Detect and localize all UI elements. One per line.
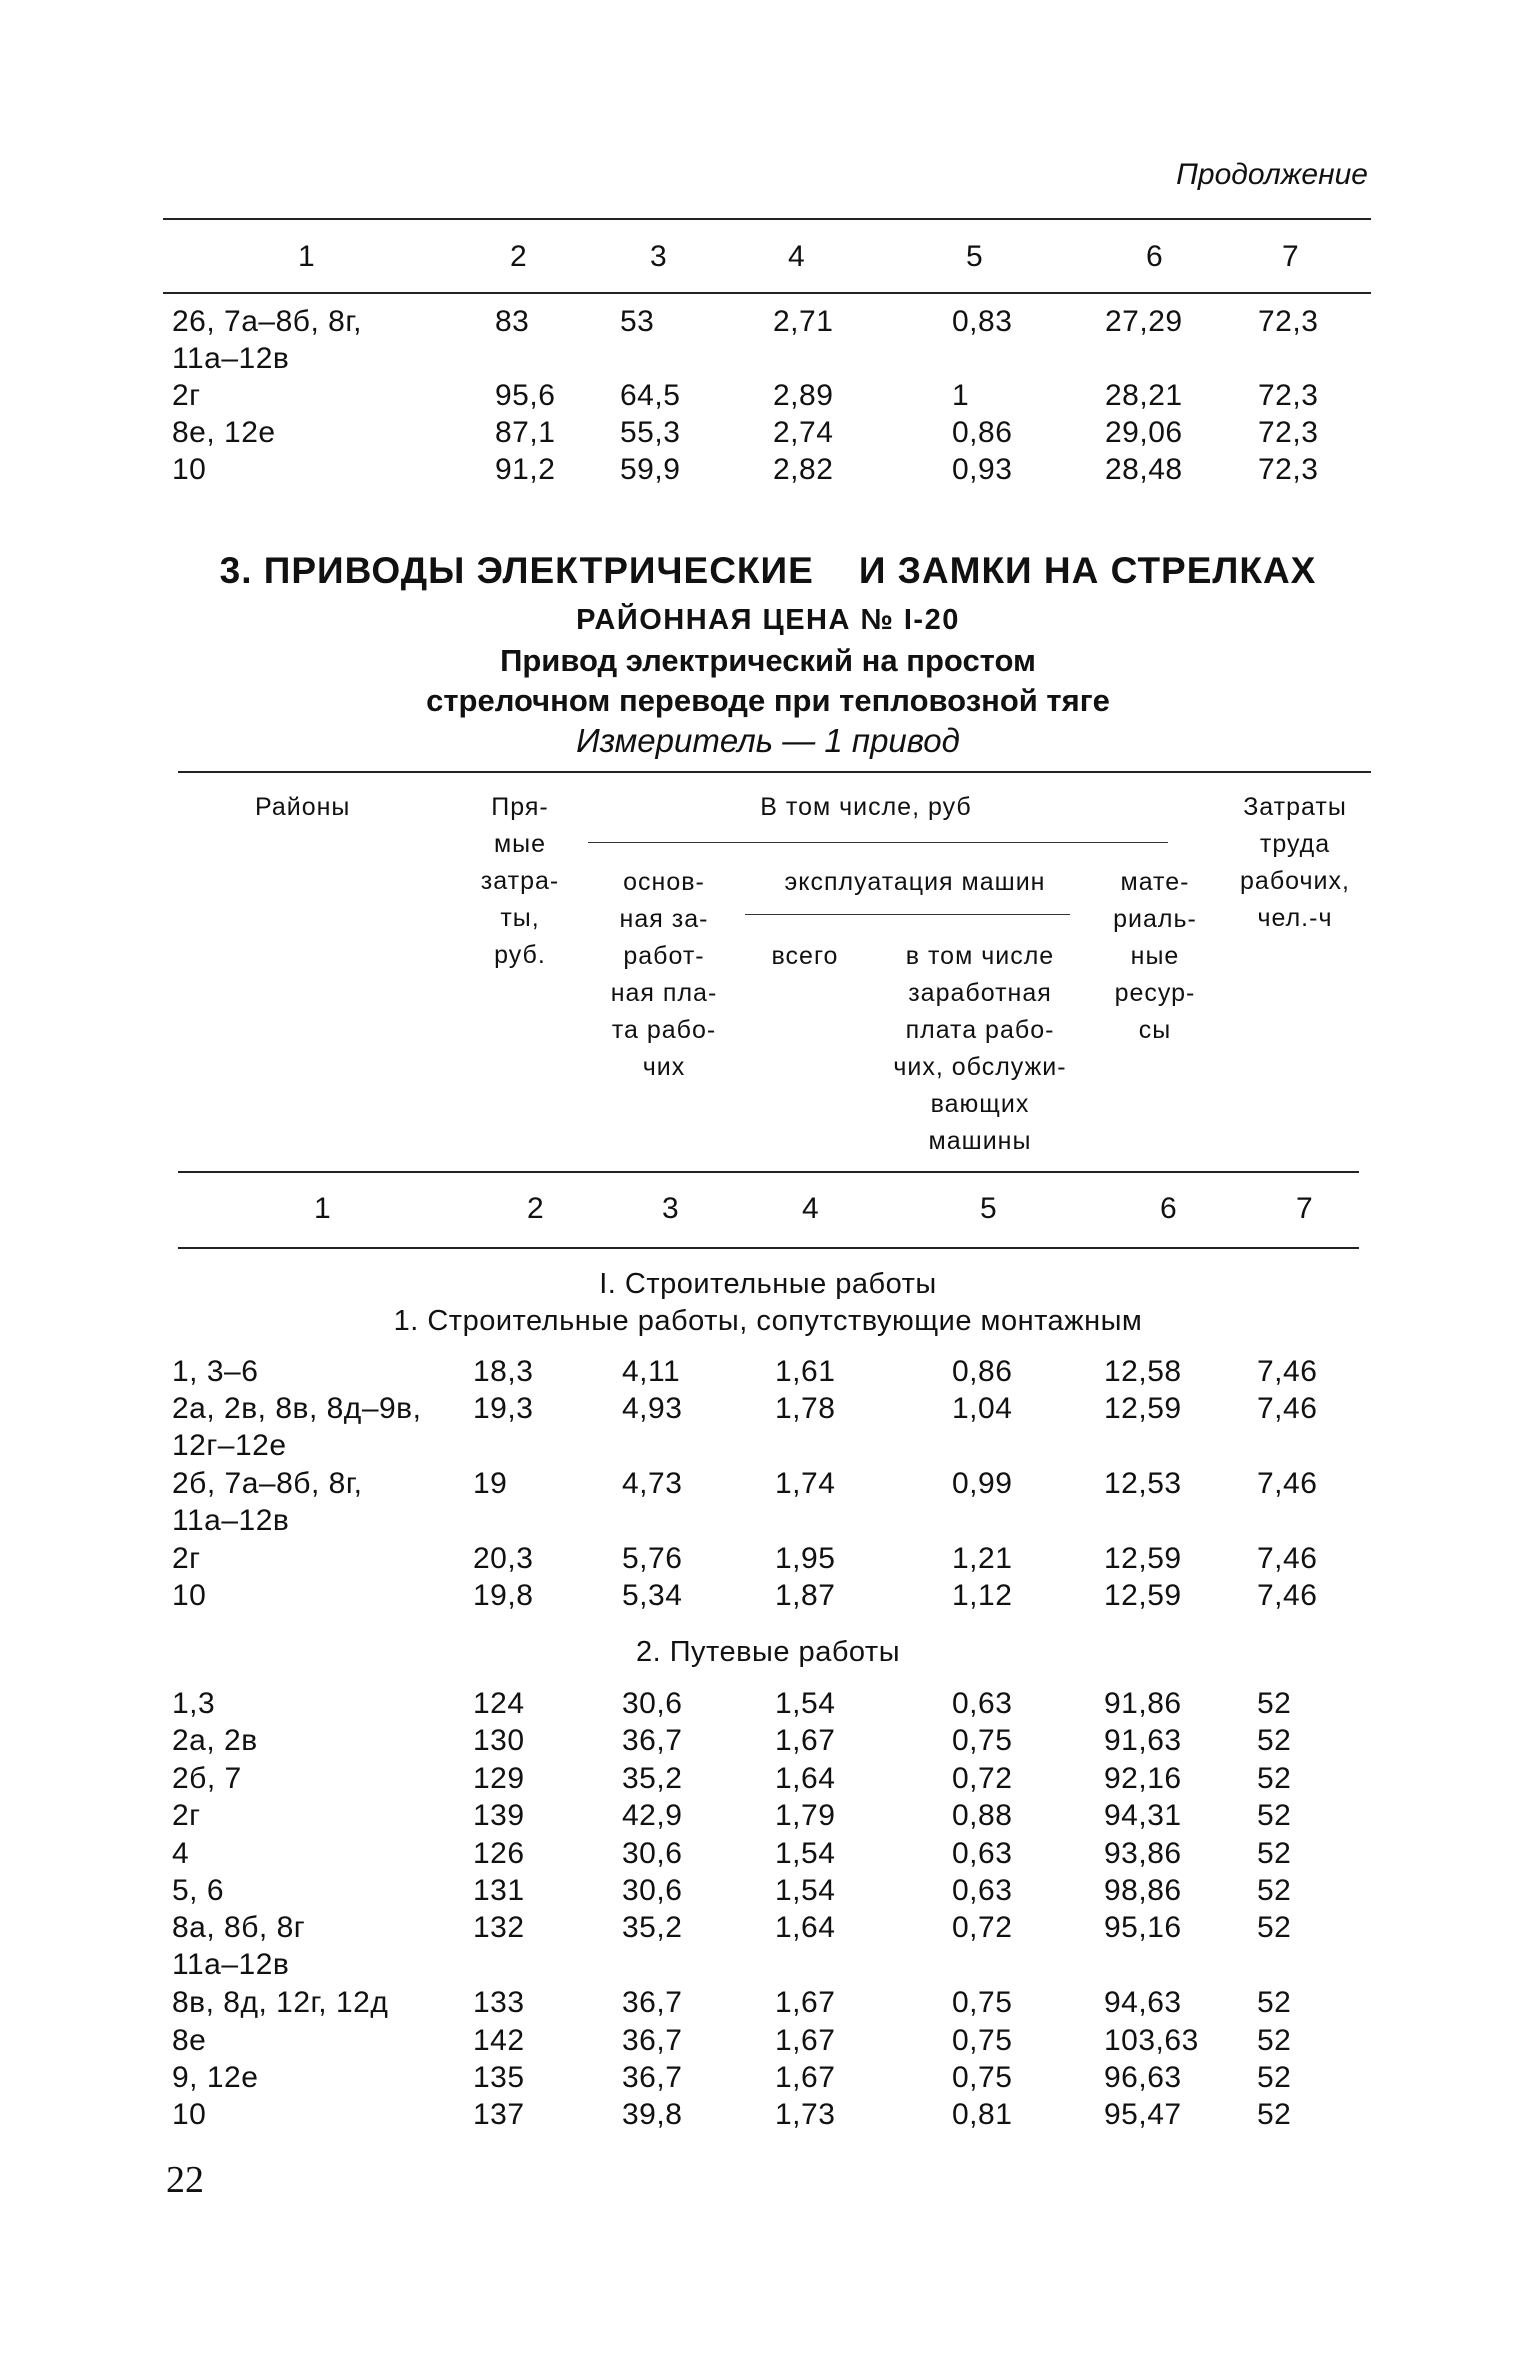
group2-value-cell: 103,63 (1104, 2023, 1199, 2057)
top-table-value-cell: 83 (495, 305, 530, 338)
group2-region-cell: 11а–12в (172, 1948, 290, 1982)
group1-value-cell: 18,3 (473, 1355, 534, 1388)
group2-region-cell: 10 (172, 2098, 207, 2132)
group2-value-cell: 1,54 (775, 1687, 836, 1720)
header-machines: эксплуатация машин (784, 868, 1046, 896)
header-basic-wages (584, 864, 744, 1086)
header-direct-costs-line: ты, (500, 904, 540, 932)
column-number-cell: 3 (662, 1192, 680, 1225)
group2-value-cell: 36,7 (622, 2061, 683, 2094)
group1-value-cell: 4,11 (622, 1355, 681, 1388)
group2-value-cell: 94,31 (1104, 1799, 1182, 1833)
group1-value-cell: 19,3 (473, 1392, 534, 1426)
header-basic-wages-line: ная пла- (610, 979, 718, 1007)
group2-region-cell: 1,3 (172, 1687, 216, 1720)
group2-value-cell: 132 (473, 1911, 525, 1945)
group1-value-cell: 0,86 (952, 1355, 1013, 1388)
section-title: 3. ПРИВОДЫ ЭЛЕКТРИЧЕСКИЕ И ЗАМКИ НА СТРЕЛКАХ (219, 550, 1317, 591)
header-direct-costs-line: затра- (480, 867, 560, 895)
top-table-value-cell: 28,21 (1105, 379, 1183, 412)
group2-value-cell: 35,2 (622, 1911, 683, 1945)
header-incl-wages-line: в том числе (905, 942, 1055, 970)
header-labor (1220, 789, 1370, 937)
group1-value-cell: 7,46 (1257, 1542, 1318, 1575)
group1-value-cell: 19,8 (473, 1579, 534, 1613)
group2-heading: 2. Путевые работы (635, 1636, 901, 1668)
group2-value-cell: 0,72 (952, 1911, 1013, 1945)
group2-value-cell: 0,75 (952, 2061, 1013, 2094)
header-direct-costs-line: мые (493, 830, 547, 858)
group1-value-cell: 12,59 (1104, 1542, 1182, 1575)
header-materials-line: риаль- (1113, 905, 1197, 933)
top-table-value-cell: 2,74 (773, 416, 834, 449)
group2-value-cell: 0,63 (952, 1836, 1013, 1870)
header-materials-line: мате- (1120, 868, 1190, 896)
column-number-cell: 1 (314, 1192, 332, 1225)
group2-region-cell: 2а, 2в (172, 1724, 258, 1758)
header-incl-wages (865, 938, 1095, 1160)
top-table-value-cell: 0,86 (952, 416, 1013, 449)
header-total: всего (771, 942, 839, 970)
top-table-value-cell: 0,93 (952, 453, 1013, 486)
header-materials (1100, 864, 1210, 1049)
top-table-value-cell: 72,3 (1258, 416, 1319, 449)
group2-value-cell: 95,16 (1104, 1911, 1182, 1945)
group1-region-cell: 12г–12е (172, 1429, 287, 1463)
group2-region-cell: 2г (172, 1799, 201, 1833)
group2-value-cell: 52 (1257, 1911, 1292, 1945)
column-number-cell: 4 (802, 1192, 820, 1225)
group2-region-cell: 2б, 7 (172, 1761, 242, 1795)
top-table-region-cell: 8е, 12е (172, 416, 276, 449)
main-table-rule-top (178, 771, 1371, 773)
group1-value-cell: 5,34 (622, 1579, 683, 1613)
top-table-value-cell: 55,3 (620, 416, 681, 449)
group2-region-cell: 4 (172, 1836, 190, 1870)
group2-value-cell: 95,47 (1104, 2098, 1182, 2132)
measure-unit: Измеритель — 1 привод (576, 722, 960, 759)
group2-value-cell: 91,63 (1104, 1724, 1182, 1758)
group1-value-cell: 1,61 (775, 1355, 836, 1388)
group1-region-cell: 1, 3–6 (172, 1355, 259, 1388)
group2-value-cell: 30,6 (622, 1687, 683, 1720)
group1-value-cell: 19 (473, 1467, 508, 1501)
group1-value-cell: 1,74 (775, 1467, 836, 1501)
group2-value-cell: 91,86 (1104, 1687, 1182, 1720)
group1-region-cell: 10 (172, 1579, 207, 1613)
group2-value-cell: 135 (473, 2061, 525, 2094)
subtitle-line-2: стрелочном переводе при тепловозной тяге (426, 683, 1110, 718)
top-table-value-cell: 28,48 (1105, 453, 1183, 486)
group2-value-cell: 42,9 (622, 1799, 683, 1833)
group1-value-cell: 1,87 (775, 1579, 836, 1613)
group2-value-cell: 133 (473, 1986, 525, 2020)
top-table-header-cell: 2 (510, 240, 528, 273)
group2-region-cell: 8е (172, 2023, 207, 2057)
top-table-region-cell: 10 (172, 453, 207, 486)
group2-value-cell: 36,7 (622, 1724, 683, 1758)
group2-value-cell: 130 (473, 1724, 525, 1758)
header-regions: Районы (255, 793, 351, 821)
group1-region-cell: 2б, 7а–8б, 8г, (172, 1467, 363, 1501)
group2-value-cell: 92,16 (1104, 1761, 1182, 1795)
group2-value-cell: 52 (1257, 1874, 1292, 1907)
main-table-rule-numbers (178, 1247, 1359, 1249)
group1-value-cell: 7,46 (1257, 1467, 1318, 1501)
continuation-label: Продолжение (1176, 158, 1368, 191)
group1-value-cell: 5,76 (622, 1542, 683, 1575)
group2-value-cell: 96,63 (1104, 2061, 1182, 2094)
top-table-value-cell: 72,3 (1258, 305, 1319, 338)
group2-value-cell: 1,79 (775, 1799, 836, 1833)
header-incl-wages-line: плата рабо- (905, 1016, 1055, 1044)
group2-value-cell: 131 (473, 1874, 525, 1907)
group1-value-cell: 4,93 (622, 1392, 683, 1426)
group1-value-cell: 7,46 (1257, 1579, 1318, 1613)
header-incl-wages-line: вающих (930, 1090, 1030, 1118)
group2-value-cell: 1,54 (775, 1836, 836, 1870)
group2-value-cell: 35,2 (622, 1761, 683, 1795)
group2-value-cell: 1,64 (775, 1911, 836, 1945)
group2-value-cell: 1,67 (775, 2061, 836, 2094)
group2-value-cell: 0,75 (952, 1986, 1013, 2020)
header-incl-wages-line: машины (928, 1127, 1032, 1155)
top-table-value-cell: 72,3 (1258, 379, 1319, 412)
group2-value-cell: 52 (1257, 2023, 1292, 2057)
top-table-value-cell: 95,6 (495, 379, 556, 412)
group1-region-cell: 2г (172, 1542, 201, 1575)
header-incl-wages-line: заработная (908, 979, 1052, 1007)
header-machines-rule (745, 914, 1070, 915)
top-table-header-cell: 5 (966, 240, 984, 273)
top-table-region-cell: 26, 7а–8б, 8г, (172, 305, 362, 338)
group1-value-cell: 0,99 (952, 1467, 1013, 1501)
group1-value-cell: 12,59 (1104, 1392, 1182, 1426)
group2-value-cell: 139 (473, 1799, 525, 1833)
group2-value-cell: 30,6 (622, 1874, 683, 1907)
group2-value-cell: 0,88 (952, 1799, 1013, 1833)
top-table-region-cell: 2г (172, 379, 201, 412)
group1-value-cell: 1,12 (952, 1579, 1013, 1613)
group2-value-cell: 94,63 (1104, 1986, 1182, 2020)
top-table-value-cell: 64,5 (620, 379, 681, 412)
header-direct-costs-line: Пря- (491, 793, 549, 821)
group1-heading: 1. Строительные работы, сопутствующие монтажным (393, 1305, 1143, 1337)
group1-value-cell: 12,58 (1104, 1355, 1182, 1388)
group2-value-cell: 0,81 (952, 2098, 1013, 2132)
subtitle-line-1: Привод электрический на простом (500, 643, 1036, 678)
group2-value-cell: 30,6 (622, 1836, 683, 1870)
top-table-value-cell: 2,89 (773, 379, 834, 412)
group1-region-cell: 11а–12в (172, 1504, 290, 1538)
top-table-region-cell: 11а–12в (172, 342, 290, 375)
top-table-value-cell: 59,9 (620, 453, 681, 486)
group2-value-cell: 137 (473, 2098, 525, 2132)
group1-value-cell: 4,73 (622, 1467, 683, 1501)
top-table-value-cell: 29,06 (1105, 416, 1183, 449)
group2-value-cell: 98,86 (1104, 1874, 1182, 1907)
group2-value-cell: 0,75 (952, 2023, 1013, 2057)
group2-value-cell: 129 (473, 1761, 525, 1795)
group2-value-cell: 52 (1257, 1724, 1292, 1758)
top-table-value-cell: 72,3 (1258, 453, 1319, 486)
header-basic-wages-line: ная за- (619, 905, 709, 933)
group1-value-cell: 7,46 (1257, 1392, 1318, 1426)
group2-value-cell: 0,75 (952, 1724, 1013, 1758)
header-basic-wages-line: основ- (623, 868, 705, 896)
group2-value-cell: 126 (473, 1836, 525, 1870)
column-number-cell: 5 (980, 1192, 998, 1225)
group2-value-cell: 1,67 (775, 2023, 836, 2057)
group2-value-cell: 124 (473, 1687, 525, 1720)
group2-value-cell: 39,8 (622, 2098, 683, 2132)
group1-region-cell: 2а, 2в, 8в, 8д–9в, (172, 1392, 422, 1426)
column-number-cell: 7 (1296, 1192, 1314, 1225)
group2-region-cell: 8в, 8д, 12г, 12д (172, 1986, 389, 2020)
header-basic-wages-line: чих (642, 1053, 686, 1081)
top-table-value-cell: 1 (952, 379, 970, 412)
header-labor-line: Затраты (1243, 793, 1347, 821)
page-number: 22 (166, 2159, 204, 2201)
group1-value-cell: 1,04 (952, 1392, 1013, 1426)
group2-region-cell: 8а, 8б, 8г (172, 1911, 306, 1945)
header-materials-line: ные (1130, 942, 1180, 970)
header-materials-line: сы (1138, 1016, 1172, 1044)
group1-value-cell: 20,3 (473, 1542, 534, 1575)
group2-value-cell: 142 (473, 2023, 525, 2057)
group1-value-cell: 1,95 (775, 1542, 836, 1575)
group2-value-cell: 52 (1257, 1799, 1292, 1833)
header-labor-line: труда (1259, 830, 1331, 858)
main-table-rule-header (178, 1171, 1359, 1173)
group2-region-cell: 9, 12е (172, 2061, 259, 2094)
group2-region-cell: 5, 6 (172, 1874, 225, 1907)
header-basic-wages-line: работ- (623, 942, 705, 970)
group2-value-cell: 93,86 (1104, 1836, 1182, 1870)
group2-value-cell: 36,7 (622, 1986, 683, 2020)
top-table-rule-header (163, 292, 1371, 294)
group2-value-cell: 36,7 (622, 2023, 683, 2057)
header-including-rule (588, 842, 1168, 843)
group2-value-cell: 0,63 (952, 1874, 1013, 1907)
group2-value-cell: 52 (1257, 2098, 1292, 2132)
top-table-value-cell: 87,1 (495, 416, 556, 449)
group2-value-cell: 1,67 (775, 1986, 836, 2020)
top-table-value-cell: 2,82 (773, 453, 834, 486)
group1-value-cell: 12,53 (1104, 1467, 1182, 1501)
header-labor-line: рабочих, (1240, 867, 1350, 895)
header-materials-line: ресур- (1114, 979, 1196, 1007)
group2-value-cell: 52 (1257, 1986, 1292, 2020)
group1-value-cell: 12,59 (1104, 1579, 1182, 1613)
group2-value-cell: 0,63 (952, 1687, 1013, 1720)
header-basic-wages-line: та рабо- (611, 1016, 717, 1044)
header-direct-costs (470, 789, 570, 974)
top-table-header-cell: 3 (650, 240, 668, 273)
top-table-rule-top (163, 218, 1371, 220)
group1-value-cell: 7,46 (1257, 1355, 1318, 1388)
group2-value-cell: 52 (1257, 1836, 1292, 1870)
top-table-value-cell: 0,83 (952, 305, 1013, 338)
group2-value-cell: 1,54 (775, 1874, 836, 1907)
column-number-cell: 6 (1160, 1192, 1178, 1225)
top-table-header-cell: 7 (1282, 240, 1300, 273)
header-direct-costs-line: руб. (494, 941, 546, 969)
group2-value-cell: 52 (1257, 1687, 1292, 1720)
group2-value-cell: 52 (1257, 2061, 1292, 2094)
top-table-value-cell: 27,29 (1105, 305, 1183, 338)
group2-value-cell: 1,73 (775, 2098, 836, 2132)
top-table-header-cell: 1 (298, 240, 316, 273)
header-incl-wages-line: чих, обслужи- (893, 1053, 1067, 1081)
group2-value-cell: 0,72 (952, 1761, 1013, 1795)
part-heading: I. Строительные работы (599, 1268, 937, 1300)
top-table-value-cell: 53 (620, 305, 655, 338)
group2-value-cell: 1,64 (775, 1761, 836, 1795)
group2-value-cell: 52 (1257, 1761, 1292, 1795)
top-table-header-cell: 6 (1146, 240, 1164, 273)
top-table-value-cell: 91,2 (495, 453, 556, 486)
group1-value-cell: 1,21 (952, 1542, 1013, 1575)
header-including: В том числе, руб (760, 793, 972, 821)
header-labor-line: чел.-ч (1257, 904, 1333, 932)
group1-value-cell: 1,78 (775, 1392, 836, 1426)
top-table-value-cell: 2,71 (773, 305, 834, 338)
group2-value-cell: 1,67 (775, 1724, 836, 1758)
column-number-cell: 2 (527, 1192, 545, 1225)
top-table-header-cell: 4 (788, 240, 806, 273)
price-title: РАЙОННАЯ ЦЕНА № I-20 (576, 604, 960, 636)
